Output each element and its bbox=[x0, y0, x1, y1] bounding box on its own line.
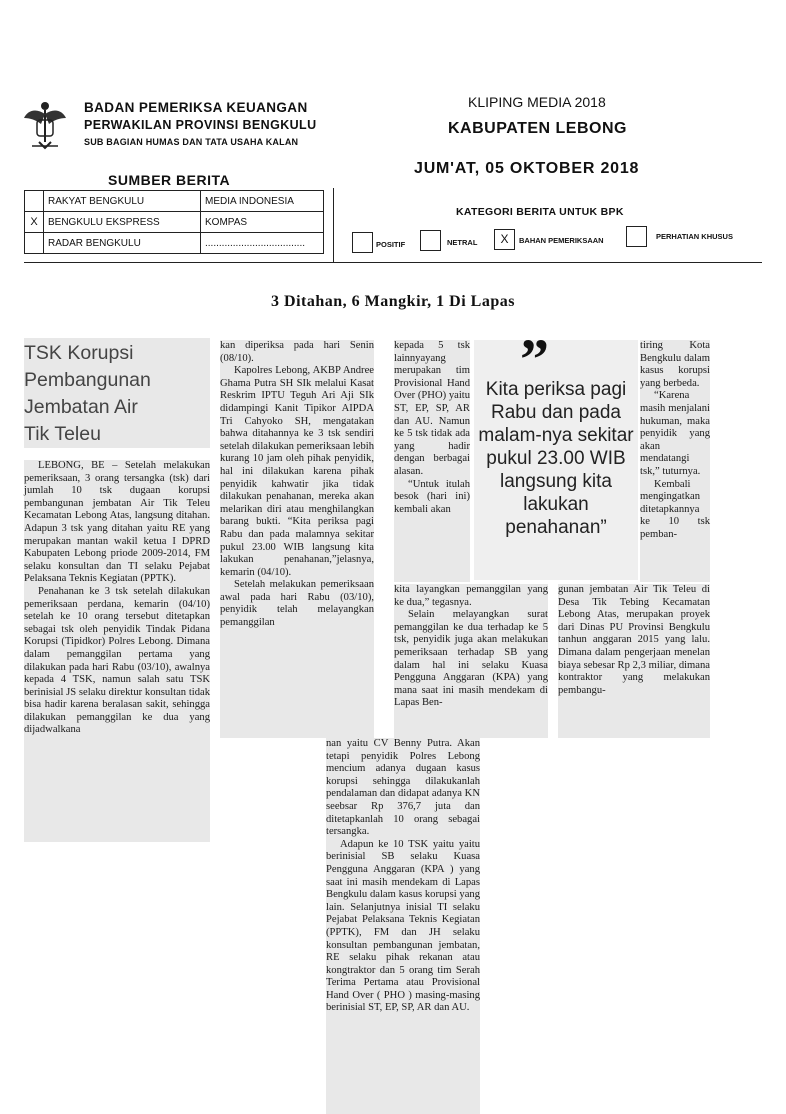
paragraph: “Karena masih menjalani hukuman, maka penyidik yang akan mendatangi tsk,” tuturnya. bbox=[640, 390, 710, 477]
side-title-line: Tik Teleu bbox=[24, 423, 101, 445]
article-column-2 bbox=[220, 340, 374, 738]
sumber-row bbox=[25, 233, 324, 254]
kategori-checkbox[interactable] bbox=[420, 230, 441, 251]
paragraph: tiring Kota Bengkulu dalam kasus korupsi yang berbeda. bbox=[640, 340, 710, 389]
sumber-source: BENGKULU EKSPRESS bbox=[44, 212, 201, 233]
article-headline: 3 Ditahan, 6 Mangkir, 1 Di Lapas bbox=[271, 293, 515, 310]
side-title-line: Jembatan Air bbox=[24, 396, 138, 418]
org-branch: PERWAKILAN PROVINSI BENGKULU bbox=[84, 118, 317, 132]
article-column-3b bbox=[394, 584, 548, 738]
paragraph: Adapun ke 10 TSK yaitu yaitu berinisial SB selaku Kuasa Pengguna Anggaran (KPA ) yang saat ini masih mendekam di Lapas Bengkulu dalam kasus korupsi yang lain. Selanjutnya inisial TI selaku Pejabat Pelaksana Teknis Kegiatan (PPTK), FM dan JH selaku konsultan pembangunan jembatan, RE selaku pihak rekanan atau kongtraktor dan 5 orang tim Serah Terima Pertama atau Provisional Hand Over ( PHO ) masing-masing berinisial ST, EP, SP, AR dan AU. bbox=[326, 838, 480, 1014]
kategori-label: BAHAN PEMERIKSAAN bbox=[519, 236, 604, 245]
header-divider bbox=[24, 262, 762, 263]
paragraph: Selain melayangkan surat pemanggilan ke dua terhadap ke 5 tsk, penyidik juga akan melakukan pemeriksaan terhadap SB yang dalam hal ini selaku Kuasa Pengguna Anggaran (KPA) yang mana saat ini masih mendekam di Lapas Ben- bbox=[394, 609, 548, 709]
paragraph: kan diperiksa pada hari Senin (08/10). bbox=[220, 340, 374, 364]
paragraph: gunan jembatan Air Tik Teleu di Desa Tik Tebing Kecamatan Lebong Atas, merupakan proyek dari Dinas PU Provinsi Bengkulu tanhun anggaran 2015 yang lalu. Dimana dalam pengerjaan menelan biaya sebesar Rp 2,3 miliar, dimana kontraktor yang melakukan pembangu- bbox=[558, 584, 710, 696]
paragraph: Penahanan ke 3 tsk setelah dilakukan pemeriksaan perdana, kemarin (04/10) setelah ke 10 orang tersebut ditetapkan sebagai tsk oleh penyidik Tindak Pidana Korupsi (Tipidkor) Polres Lebong. Dimana dalam pemanggilan pertama yang dilakukan pada hari Rabu (03/10), awalnya kepada 4 TSK, namun salah satu TSK berinisial JS selaku direktur konsultan tidak bisa hadir karena beralasan sakit, sehingga dilakukan pemanggilan ke dua yang dijadwalkana bbox=[24, 585, 210, 736]
kategori-label: NETRAL bbox=[447, 238, 478, 247]
sumber-row bbox=[25, 212, 324, 233]
paragraph: “Untuk itulah besok (hari ini) kembali akan bbox=[394, 478, 470, 515]
org-division: SUB BAGIAN HUMAS DAN TATA USAHA KALAN bbox=[84, 137, 299, 147]
paragraph: Kembali mengingatkan ditetapkannya ke 10 tsk pemban- bbox=[640, 478, 710, 540]
org-name: BADAN PEMERIKSA KEUANGAN bbox=[84, 100, 308, 115]
sumber-row bbox=[25, 191, 324, 212]
date-label: JUM'AT, 05 OKTOBER 2018 bbox=[414, 160, 640, 177]
sumber-mark: X bbox=[25, 212, 44, 233]
side-title-line: TSK Korupsi bbox=[24, 342, 134, 364]
sumber-source: RAKYAT BENGKULU bbox=[44, 191, 201, 212]
paragraph: Kapolres Lebong, AKBP Andree Ghama Putra SH SIk melalui Kasat Reskrim IPTU Teguh Ari Aji SIk didampingi Kanit Tipikor AIPDA Tri Cahyoko SH, mengatakan bahwa ditahannya ke 3 tsk sendiri setelah dilakukan pemeriksaan lebih kurang 10 jam oleh pihak penyidik, hal ini dilakukan karena pihak penyidik kahwatir jika tidak dilakukan penahanan, mereka akan melarikan diri atau menghilangkan barang bukti. “Kita periksa pagi Rabu dan pada malamnya sekitar pukul 23.00 WIB langsung kita lakukan penahanan,”jelasnya, kemarin (04/10). bbox=[220, 365, 374, 578]
kategori-title: KATEGORI BERITA UNTUK BPK bbox=[456, 206, 624, 218]
article-column-4b bbox=[558, 584, 710, 738]
region-label: KABUPATEN LEBONG bbox=[448, 120, 627, 137]
paragraph: kepada 5 tsk lainnyayang merupakan tim Provisional Hand Over (PHO) yaitu ST, EP, SP, AR dan AU. Namun ke 5 tsk tidak ada yang hadir dengan berbagai alasan. bbox=[394, 340, 470, 477]
kategori-label: POSITIF bbox=[376, 240, 406, 249]
paragraph: LEBONG, BE – Setelah melakukan pemeriksaan, 3 orang tersangka (tsk) dari jumlah 10 tsk dugaan korupsi pembangunan jembatan Air Tik Teleu Kecamatan Lebong Atas, langsung ditahan. Adapun 3 tsk yang ditahan yaitu RE yang merupakan mantan wakil ketua I DPRD Kabupaten Lebong priode 2009-2014, FM selaku konsultan dan TI selaku Pejabat Pelaksana Teknis Kegiatan (PPTK). bbox=[24, 460, 210, 585]
paragraph: nan yaitu CV Benny Putra. Akan tetapi penyidik Polres Lebong mencium adanya dugaan kasus korupsi sehingga dilakukanlah pendalaman dan didapat adanya KN seebsar Rp 376,7 juta dan ditetapkanlah 10 orang sebagai tersangka. bbox=[326, 738, 480, 838]
sumber-source: .................................... bbox=[201, 233, 324, 254]
article-column-4a bbox=[640, 340, 710, 582]
article-column-5 bbox=[326, 738, 480, 1114]
sumber-table bbox=[24, 190, 324, 254]
garuda-emblem-icon bbox=[22, 98, 68, 150]
sumber-source: MEDIA INDONESIA bbox=[201, 191, 324, 212]
article-column-1 bbox=[24, 460, 210, 842]
pull-quote: Kita periksa pagi Rabu dan pada malam-nya sekitar pukul 23.00 WIB langsung kita lakukan penahanan” bbox=[478, 379, 634, 538]
kategori-checkbox[interactable] bbox=[626, 226, 647, 247]
kliping-label: KLIPING MEDIA 2018 bbox=[468, 94, 606, 110]
side-title bbox=[24, 338, 210, 448]
kategori-checkbox[interactable] bbox=[352, 232, 373, 253]
article-column-3a bbox=[394, 340, 470, 582]
sumber-mark bbox=[25, 233, 44, 254]
quote-mark: ” bbox=[520, 327, 549, 392]
header-divider bbox=[333, 188, 334, 262]
sumber-title: SUMBER BERITA bbox=[108, 172, 231, 188]
sumber-source: KOMPAS bbox=[201, 212, 324, 233]
kategori-label: PERHATIAN KHUSUS bbox=[656, 232, 733, 241]
sumber-source: RADAR BENGKULU bbox=[44, 233, 201, 254]
paragraph: kita layangkan pemanggilan yang ke dua,” tegasnya. bbox=[394, 584, 548, 608]
sumber-mark bbox=[25, 191, 44, 212]
side-title-line: Pembangunan bbox=[24, 369, 151, 391]
kategori-checkbox[interactable]: X bbox=[494, 229, 515, 250]
paragraph: Setelah melakukan pemeriksaan awal pada hari Rabu (03/10), penyidik telah melayangkan pemanggilan bbox=[220, 579, 374, 629]
